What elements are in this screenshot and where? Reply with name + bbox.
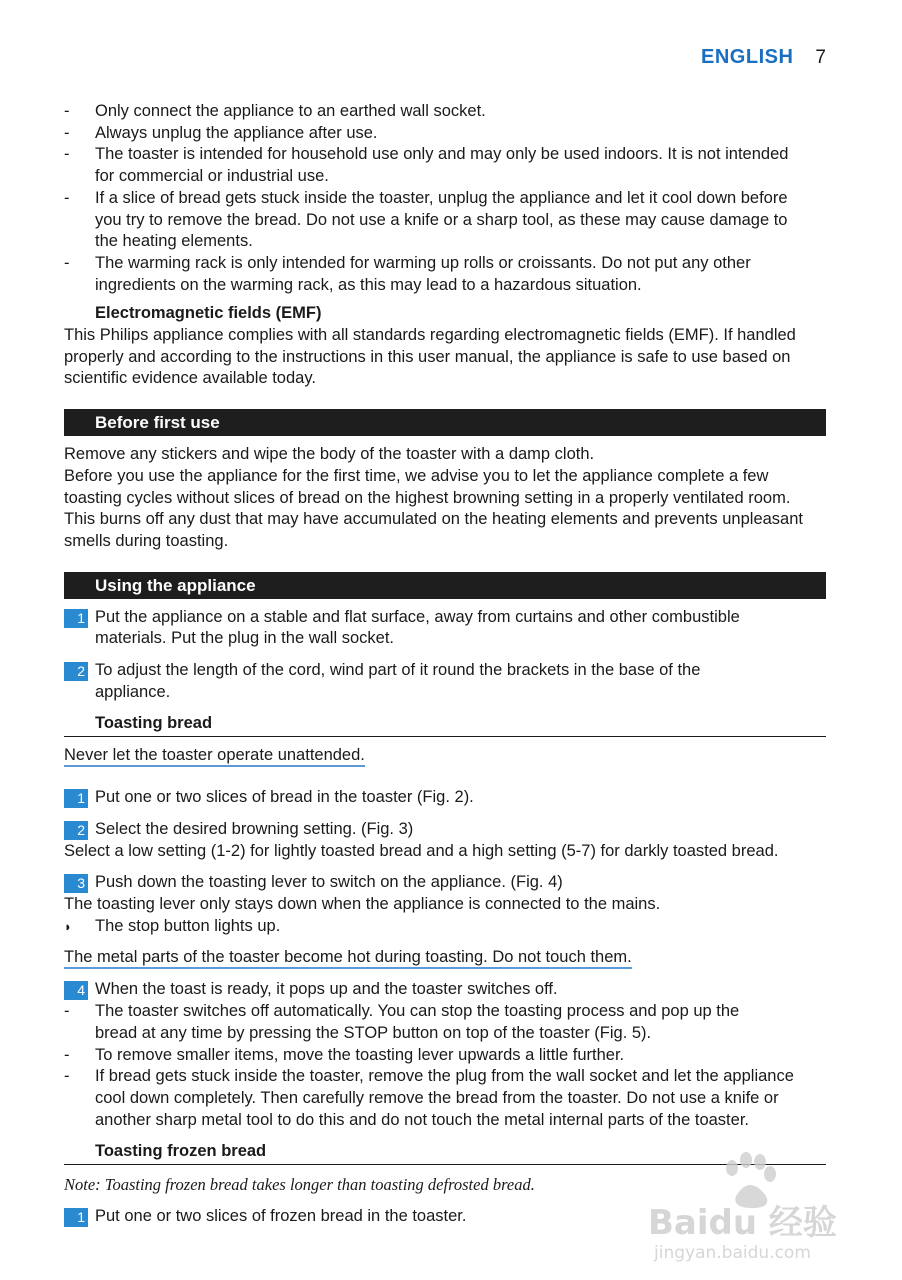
step-number-badge: 1: [64, 1208, 88, 1227]
step-number-badge: 2: [64, 821, 88, 840]
page-header: [701, 44, 826, 71]
emf-paragraph: This Philips appliance complies with all standards regarding electromagnetic fields (EMF). If handled properly and according to the instructions in this user manual, the appliance is safe to use based on scientific evidence available today.: [64, 326, 796, 388]
list-item: - If bread gets stuck inside the toaster, remove the plug from the wall socket and let the appliance cool down completely. Then carefully remove the bread from the toaster. Do not use a knife or another sharp metal tool to do this and do not touch the metal internal parts of the toaster.: [64, 1067, 794, 1129]
warning-unattended: Never let the toaster operate unattended.: [64, 745, 826, 767]
toasting-frozen-heading: Toasting frozen bread: [64, 1141, 826, 1165]
step-using-2: 2 To adjust the length of the cord, wind part of it round the brackets in the base of the appliance.: [64, 660, 826, 703]
language-label: ENGLISH: [701, 46, 794, 68]
step-toasting-2-block: [64, 819, 826, 862]
step-4-notes: [64, 1001, 826, 1131]
section-heading-before-first-use: Before first use: [64, 409, 826, 436]
step-toasting-3: 3 Push down the toasting lever to switch on the appliance. (Fig. 4): [64, 872, 826, 894]
list-item: - If a slice of bread gets stuck inside the toaster, unplug the appliance and let it cool down before you try to remove the bread. Do not use a knife or a sharp tool, as these may cause damage to the heating elements.: [64, 188, 788, 251]
before-first-use-paragraph: Remove any stickers and wipe the body of the toaster with a damp cloth. Before you use the appliance for the first time, we advise you to let the appliance complete a few toasting cycles without slices of bread on the highest browning setting in a properly ventilated room. This burns off any dust that may have accumulated on the heating elements and prevents unpleasant smells during toasting.: [64, 445, 803, 550]
paw-icon: [726, 1152, 776, 1208]
step-number-badge: 1: [64, 609, 88, 628]
step-number-badge: 3: [64, 874, 88, 893]
section-heading-using-appliance: Using the appliance: [64, 572, 826, 599]
page-content: [64, 101, 826, 1227]
step-using-1: 1 Put the appliance on a stable and flat surface, away from curtains and other combustible materials. Put the plug in the wall socket.: [64, 607, 826, 650]
list-item: - Only connect the appliance to an earthed wall socket.: [64, 102, 486, 120]
emf-heading: Electromagnetic fields (EMF): [95, 304, 322, 323]
safety-list: [64, 101, 826, 296]
list-item: - The warming rack is only intended for warming up rolls or croissants. Do not put any other ingredients on the warming rack, as this may lead to a hazardous situation.: [64, 253, 751, 294]
list-item: - To remove smaller items, move the toasting lever upwards a little further.: [64, 1045, 625, 1064]
result-arrow-icon: ◗: [64, 918, 72, 934]
step-number-badge: 2: [64, 662, 88, 681]
warning-hot-metal: The metal parts of the toaster become hot during toasting. Do not touch them.: [64, 947, 826, 969]
list-item: - The toaster is intended for household use only and may only be used indoors. It is not intended for commercial or industrial use.: [64, 145, 789, 186]
step-toasting-1: 1 Put one or two slices of bread in the toaster (Fig. 2).: [64, 787, 826, 809]
step-toasting-3-block: [64, 872, 826, 937]
step-toasting-2: 2 Select the desired browning setting. (Fig. 3): [64, 819, 826, 841]
step-detail: Select a low setting (1-2) for lightly toasted bread and a high setting (5-7) for darkly toasted bread.: [64, 841, 779, 860]
list-item: - Always unplug the appliance after use.: [64, 123, 378, 142]
step-frozen-1: 1 Put one or two slices of frozen bread in the toaster.: [64, 1206, 826, 1228]
watermark-brand: Baidu 经验: [648, 1203, 837, 1243]
step-number-badge: 4: [64, 981, 88, 1000]
step-detail: The toasting lever only stays down when the appliance is connected to the mains.: [64, 894, 661, 913]
step-result: ◗ The stop button lights up.: [64, 916, 826, 938]
step-toasting-4: 4 When the toast is ready, it pops up and the toaster switches off.: [64, 979, 826, 1001]
page-number: 7: [815, 47, 826, 68]
watermark-url: jingyan.baidu.com: [654, 1243, 811, 1263]
toasting-bread-heading: Toasting bread: [64, 713, 826, 737]
step-number-badge: 1: [64, 789, 88, 808]
list-item: - The toaster switches off automatically. You can stop the toasting process and pop up the bread at any time by pressing the STOP button on top of the toaster (Fig. 5).: [64, 1002, 740, 1042]
frozen-note: Note: Toasting frozen bread takes longer than toasting defrosted bread.: [64, 1175, 535, 1195]
baidu-watermark: [640, 1148, 860, 1268]
